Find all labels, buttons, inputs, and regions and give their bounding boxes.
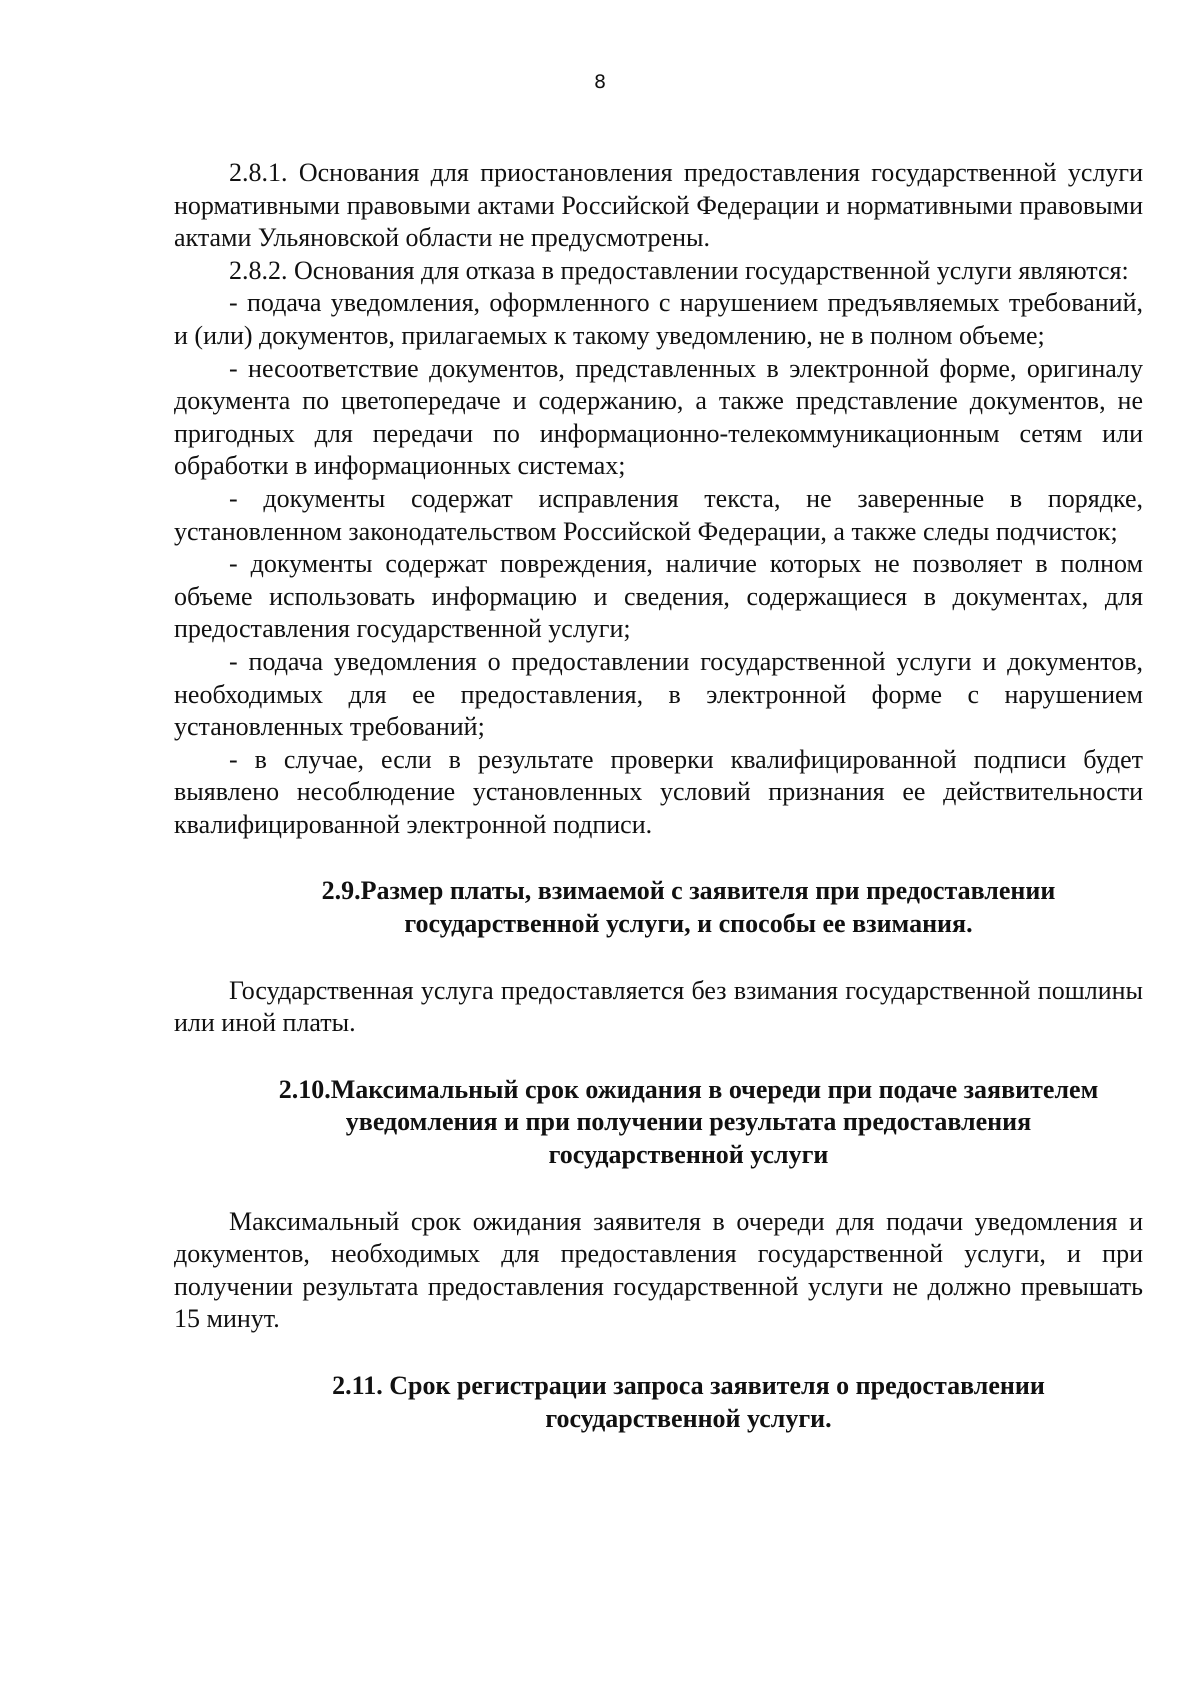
section-heading-2-11 xyxy=(174,1370,1143,1435)
paragraph-2-8-2: 2.8.2. Основания для отказа в предоставлении государственной услуги являются: xyxy=(229,255,1129,285)
heading-line: 2.11. Срок регистрации запроса заявителя о предоставлении xyxy=(332,1371,1045,1400)
paragraph-2-9: Государственная услуга предоставляется без взимания государственной пошлины или иной платы. xyxy=(174,975,1143,1038)
heading-line: уведомления и при получении результата предоставления xyxy=(345,1107,1032,1137)
list-item-refusal-ground: - несоответствие документов, представленных в электронной форме, оригиналу документа по цветопередаче и содержанию, а также представление документов, не пригодных для передачи по информационно-телекоммуникационным сетям или обработки в информационных системах; xyxy=(174,353,1143,481)
heading-line: государственной услуги. xyxy=(545,1403,832,1433)
list-item-refusal-ground: - документы содержат повреждения, наличие которых не позволяет в полном объеме использовать информацию и сведения, содержащиеся в документах, для предоставления государственной услуги; xyxy=(174,549,1143,644)
list-item-refusal-ground: - документы содержат исправления текста, не заверенные в порядке, установленном законодательством Российской Федерации, а также следы подчисток; xyxy=(174,483,1143,546)
page-number: 8 xyxy=(593,71,607,93)
heading-line: государственной услуги, и способы ее взимания. xyxy=(404,909,973,939)
list-item-refusal-ground: - подача уведомления, оформленного с нарушением предъявляемых требований, и (или) документов, прилагаемых к такому уведомлению, не в полном объеме; xyxy=(174,288,1143,350)
heading-line: государственной услуги xyxy=(548,1140,829,1170)
heading-line: 2.10.Максимальный срок ожидания в очереди при подаче заявителем xyxy=(278,1074,1099,1104)
paragraph-2-10: Максимальный срок ожидания заявителя в очереди для подачи уведомления и документов, необходимых для предоставления государственной услуги, и при получении результата предоставления государственной услуги не должно превышать 15 минут. xyxy=(174,1206,1143,1334)
heading-line: 2.9.Размер платы, взимаемой с заявителя при предоставлении xyxy=(321,876,1056,906)
section-heading-2-10 xyxy=(174,1074,1143,1172)
section-heading-2-9 xyxy=(174,875,1143,940)
document-body xyxy=(174,157,1143,1435)
list-item-refusal-ground: - в случае, если в результате проверки квалифицированной подписи будет выявлено несоблюдение установленных условий признания ее действительности квалифицированной электронной подписи. xyxy=(174,744,1143,839)
paragraph-2-8-1: 2.8.1. Основания для приостановления предоставления государственной услуги нормативными правовыми актами Российской Федерации и нормативными правовыми актами Ульяновской области не предусмотрены. xyxy=(174,158,1143,253)
list-item-refusal-ground: - подача уведомления о предоставлении государственной услуги и документов, необходимых для ее предоставления, в электронной форме с нарушением установленных требований; xyxy=(174,646,1143,742)
